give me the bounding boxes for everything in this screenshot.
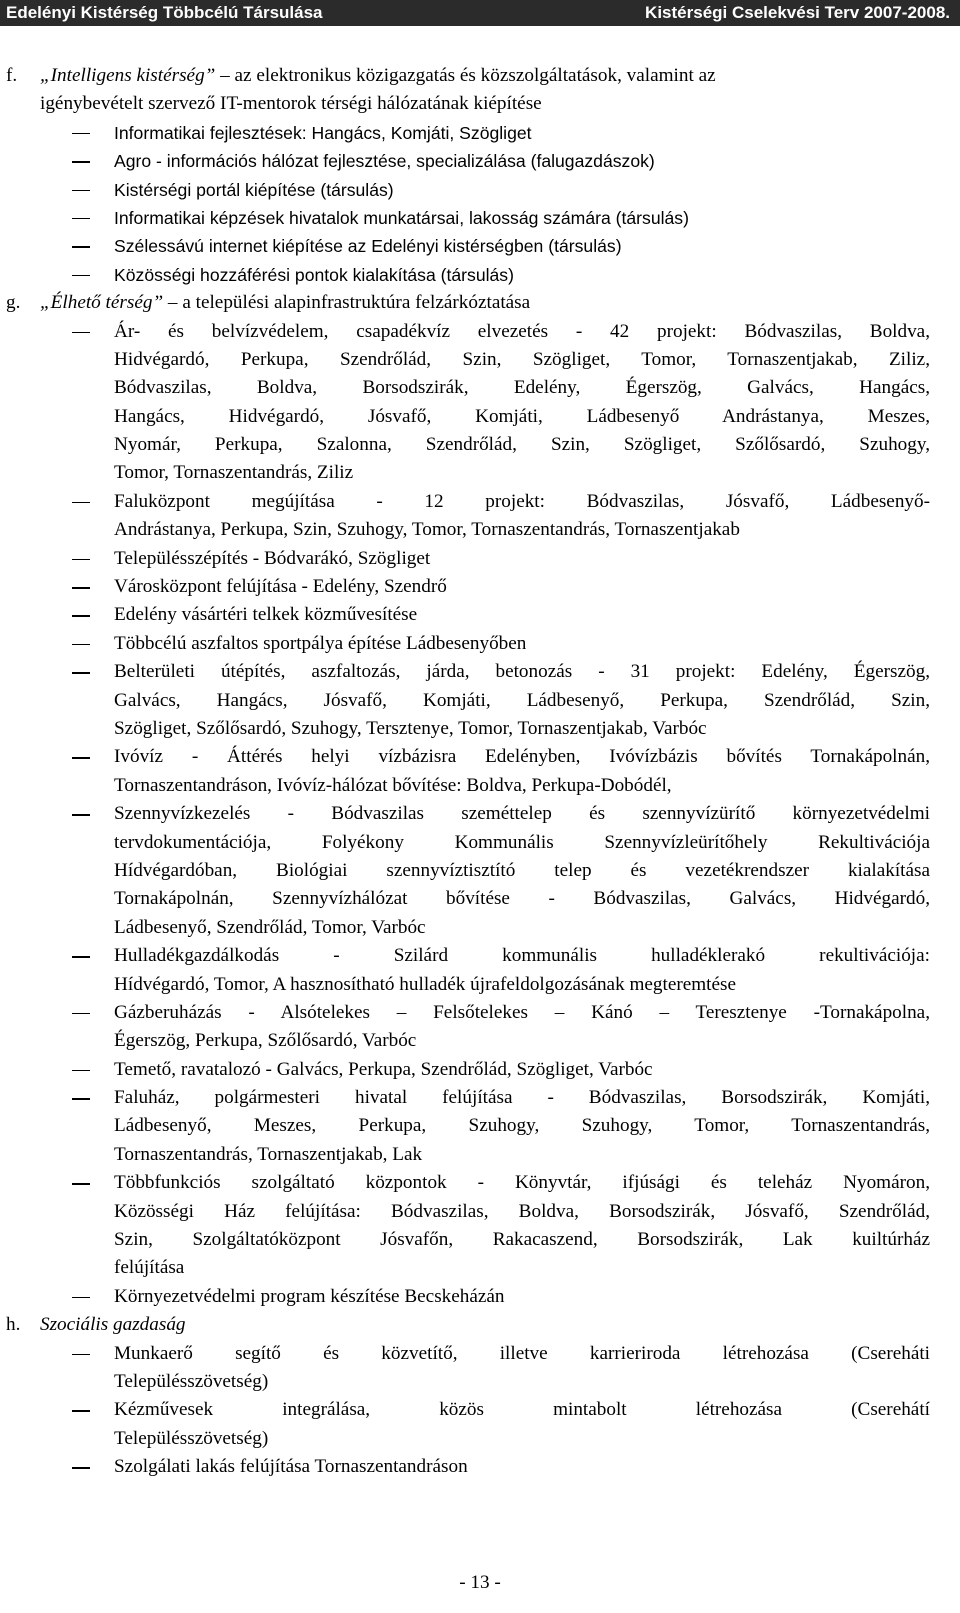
list-item-text: Nyomár, Perkupa, Szalonna, Szendrőlád, Szin, Szögliget, Szőlősardó, Szuhogy, [114, 434, 930, 456]
section-g-heading: „Élhető térség” – a települési alapinfrastruktúra felzárkóztatása [40, 292, 531, 314]
section-title: Szociális gazdaság [40, 1314, 186, 1336]
list-item-line [0, 743, 960, 771]
list-item-line [0, 715, 960, 743]
list-item-line [0, 1084, 960, 1112]
section-intro: a települési alapinfrastruktúra felzárkóztatása [182, 292, 531, 314]
section-intro-continued: igénybevételt szervező IT-mentorok térségi hálózatának kiépítése [40, 93, 542, 115]
section-marker: h. [6, 1314, 21, 1336]
list-item-text: Szélessávú internet kiépítése az Edelényi kistérségben (társulás) [114, 236, 622, 257]
list-item-text: Szolgálati lakás felújítása Tornaszentandráson [114, 1456, 468, 1478]
list-item-line [0, 459, 960, 487]
bullet-dash [72, 190, 90, 192]
list-item-text: felújítása [114, 1257, 185, 1279]
list-item-line [0, 1283, 960, 1311]
list-item-line [0, 516, 960, 544]
page-header [0, 0, 960, 26]
list-item-line [0, 800, 960, 828]
list-item-text: Kistérségi portál kiépítése (társulás) [114, 179, 394, 200]
section-h-heading-line [0, 1311, 960, 1339]
list-item-line [0, 1141, 960, 1169]
list-item [0, 232, 960, 260]
list-item-text: Gázberuházás - Alsótelekes – Felsőtelekes – Kánó – Teresztenye -Tornakápolna, [114, 1001, 930, 1023]
list-item-line [0, 999, 960, 1027]
section-f-heading-line [0, 62, 960, 90]
list-item-text: Agro - információs hálózat fejlesztése, specializálása (falugazdászok) [114, 151, 655, 172]
section-g-heading-line [0, 289, 960, 317]
list-item-line [0, 1254, 960, 1282]
list-item-line [0, 1226, 960, 1254]
list-item [0, 176, 960, 204]
list-item-text: Andrástanya, Perkupa, Szin, Szuhogy, Tomor, Tornaszentandrás, Tornaszentjakab [114, 519, 740, 541]
list-item [0, 119, 960, 147]
section-intro: az elektronikus közigazgatás és közszolgáltatások, valamint az [234, 65, 716, 86]
bullet-dash [72, 814, 90, 816]
header-organization: Edelényi Kistérség Többcélú Társulása [6, 3, 323, 22]
list-item-line [0, 1425, 960, 1453]
page-number: - 13 - [459, 1572, 501, 1593]
list-item-text: Szögliget, Szőlősardó, Szuhogy, Tersztenye, Tomor, Tornaszentjakab, Varbóc [114, 717, 707, 739]
list-item-line [0, 914, 960, 942]
list-item-text: Tornaszentandrás, Tornaszentjakab, Lak [114, 1143, 423, 1165]
list-item-line [0, 829, 960, 857]
list-item-text: tervdokumentációja, Folyékony Kommunális Szennyvízleürítőhely Rekultivációja [114, 831, 930, 853]
list-item-line [0, 687, 960, 715]
bullet-dash [72, 502, 90, 504]
list-item-line [0, 601, 960, 629]
list-item-text: Többfunkciós szolgáltató központok - Könyvtár, ifjúsági és teleház Nyomáron, [114, 1172, 930, 1194]
list-item-text: Településszövetség) [114, 1370, 269, 1392]
list-item-text: Temető, ravatalozó - Galvács, Perkupa, Szendrőlád, Szögliget, Varbóc [114, 1058, 653, 1080]
list-item-text: Többcélú aszfaltos sportpálya építése Ládbesenyőben [114, 632, 527, 654]
list-item-line [0, 318, 960, 346]
list-item-text: Munkaerő segítő és közvetítő, illetve karrieriroda létrehozása (Csereháti [114, 1342, 930, 1364]
list-item-line [0, 772, 960, 800]
list-item-text: Ivóvíz - Áttérés helyi vízbázisra Edelényben, Ivóvízbázis bővítés Tornakápolnán, [114, 746, 930, 768]
list-item-text: Ládbesenyő, Meszes, Perkupa, Szuhogy, Szuhogy, Tomor, Tornaszentandrás, [114, 1115, 930, 1137]
list-item-text: Településszövetség) [114, 1427, 269, 1449]
bullet-dash [72, 275, 90, 277]
list-item [0, 204, 960, 232]
section-title: „Intelligens kistérség” [40, 65, 216, 86]
bullet-dash [72, 1098, 90, 1100]
list-item-line [0, 971, 960, 999]
list-item-line [0, 942, 960, 970]
header-document-title: Kistérségi Cselekvési Terv 2007-2008. [645, 3, 950, 22]
list-item-line [0, 630, 960, 658]
list-item-text: Faluközpont megújítása - 12 projekt: Bódvaszilas, Jósvafő, Ládbesenyő- [114, 490, 930, 512]
list-item-line [0, 658, 960, 686]
list-item-line [0, 1396, 960, 1424]
bullet-dash [72, 672, 90, 674]
bullet-dash [72, 559, 90, 561]
list-item-text: Hulladékgazdálkodás - Szilárd kommunális hulladéklerakó rekultivációja: [114, 945, 930, 967]
bullet-dash [72, 1070, 90, 1072]
list-item-text: Hídvégardóban, Biológiai szennyvíztisztító telep és vezetékrendszer kialakítása [114, 859, 930, 881]
bullet-dash [72, 1297, 90, 1299]
bullet-dash [72, 1013, 90, 1015]
bullet-dash [72, 615, 90, 617]
list-item-line [0, 1340, 960, 1368]
list-item-text: Városközpont felújítása - Edelény, Szendrő [114, 576, 447, 598]
list-item-line [0, 403, 960, 431]
bullet-dash [72, 332, 90, 334]
list-item-line [0, 488, 960, 516]
list-item-text: Tornaszentandráson, Ivóvíz-hálózat bővítése: Boldva, Perkupa-Dobódél, [114, 774, 672, 796]
list-item-line [0, 1169, 960, 1197]
list-item-line [0, 346, 960, 374]
list-item-text: Hangács, Hidvégardó, Jósvafő, Komjáti, Ládbesenyő Andrástanya, Meszes, [114, 405, 930, 427]
list-item-line [0, 573, 960, 601]
list-item [0, 261, 960, 289]
bullet-dash [72, 161, 90, 163]
list-item-text: Szennyvízkezelés - Bódvaszilas szeméttelep és szennyvízürítő környezetvédelmi [114, 803, 930, 825]
bullet-dash [72, 1467, 90, 1469]
list-item-text: Kézművesek integrálása, közös mintabolt létrehozása (Cserehátí [114, 1399, 930, 1421]
section-marker: f. [6, 65, 18, 86]
list-item-text: Égerszög, Perkupa, Szőlősardó, Varbóc [114, 1030, 417, 1052]
list-item-text: Bódvaszilas, Boldva, Borsodszirák, Edelény, Égerszög, Galvács, Hangács, [114, 377, 930, 399]
list-item-text: Informatikai képzések hivatalok munkatársai, lakosság számára (társulás) [114, 207, 689, 228]
bullet-dash [72, 956, 90, 958]
list-item-text: Tomor, Tornaszentandrás, Ziliz [114, 462, 354, 484]
list-item-text: Szin, Szolgáltatóközpont Jósvafőn, Rakacaszend, Borsodszirák, Lak kuiltúrház [114, 1229, 930, 1251]
list-item-line [0, 1453, 960, 1481]
bullet-dash [72, 133, 90, 135]
list-item-text: Ládbesenyő, Szendrőlád, Tomor, Varbóc [114, 916, 426, 938]
list-item-line [0, 1368, 960, 1396]
document-body [0, 62, 960, 1482]
list-item-text: Galvács, Hangács, Jósvafő, Komjáti, Ládbesenyő, Perkupa, Szendrőlád, Szin, [114, 689, 930, 711]
bullet-dash [72, 1183, 90, 1185]
list-item-line [0, 1112, 960, 1140]
list-item-text: Edelény vásártéri telkek közművesítése [114, 604, 418, 626]
list-item-line [0, 1198, 960, 1226]
bullet-dash [72, 644, 90, 646]
list-item-text: Faluház, polgármesteri hivatal felújítása - Bódvaszilas, Borsodszirák, Komjáti, [114, 1087, 930, 1109]
section-title: „Élhető térség” [40, 292, 164, 314]
list-item-text: Ár- és belvízvédelem, csapadékvíz elvezetés - 42 projekt: Bódvaszilas, Boldva, [114, 320, 930, 342]
list-item-text: Közösségi hozzáférési pontok kialakítása (társulás) [114, 264, 514, 285]
list-item-text: Környezetvédelmi program készítése Becskeházán [114, 1285, 505, 1307]
bullet-dash [72, 1410, 90, 1412]
list-item-line [0, 374, 960, 402]
list-item-text: Településszépítés - Bódvarákó, Szögliget [114, 547, 431, 569]
list-item-text: Informatikai fejlesztések: Hangács, Komjáti, Szögliget [114, 122, 532, 143]
section-f-heading: „Intelligens kistérség” – az elektronikus közigazgatás és közszolgáltatások, valamint az [40, 65, 716, 86]
list-item-text: Belterületi útépítés, aszfaltozás, járda, betonozás - 31 projekt: Edelény, Égerszög, [114, 661, 930, 683]
section-f-heading-cont [0, 90, 960, 118]
bullet-dash [72, 246, 90, 248]
list-item-line [0, 885, 960, 913]
list-item-text: Tornakápolnán, Szennyvízhálózat bővítése - Bódvaszilas, Galvács, Hidvégardó, [114, 888, 930, 910]
list-item-text: Közösségi Ház felújítása: Bódvaszilas, Boldva, Borsodszirák, Jósvafő, Szendrőlád, [114, 1200, 930, 1222]
list-item-line [0, 1027, 960, 1055]
bullet-dash [72, 757, 90, 759]
list-item-line [0, 857, 960, 885]
section-marker: g. [6, 292, 21, 314]
list-item-line [0, 1056, 960, 1084]
list-item-text: Hidvégardó, Perkupa, Szendrőlád, Szin, Szögliget, Tomor, Tornaszentjakab, Ziliz, [114, 348, 930, 370]
bullet-dash [72, 218, 90, 220]
list-item [0, 147, 960, 175]
bullet-dash [72, 1354, 90, 1356]
list-item-text: Hídvégardó, Tomor, A hasznosítható hulladék újrafeldolgozásának megteremtése [114, 973, 737, 995]
list-item-line [0, 431, 960, 459]
list-item-line [0, 545, 960, 573]
bullet-dash [72, 587, 90, 589]
